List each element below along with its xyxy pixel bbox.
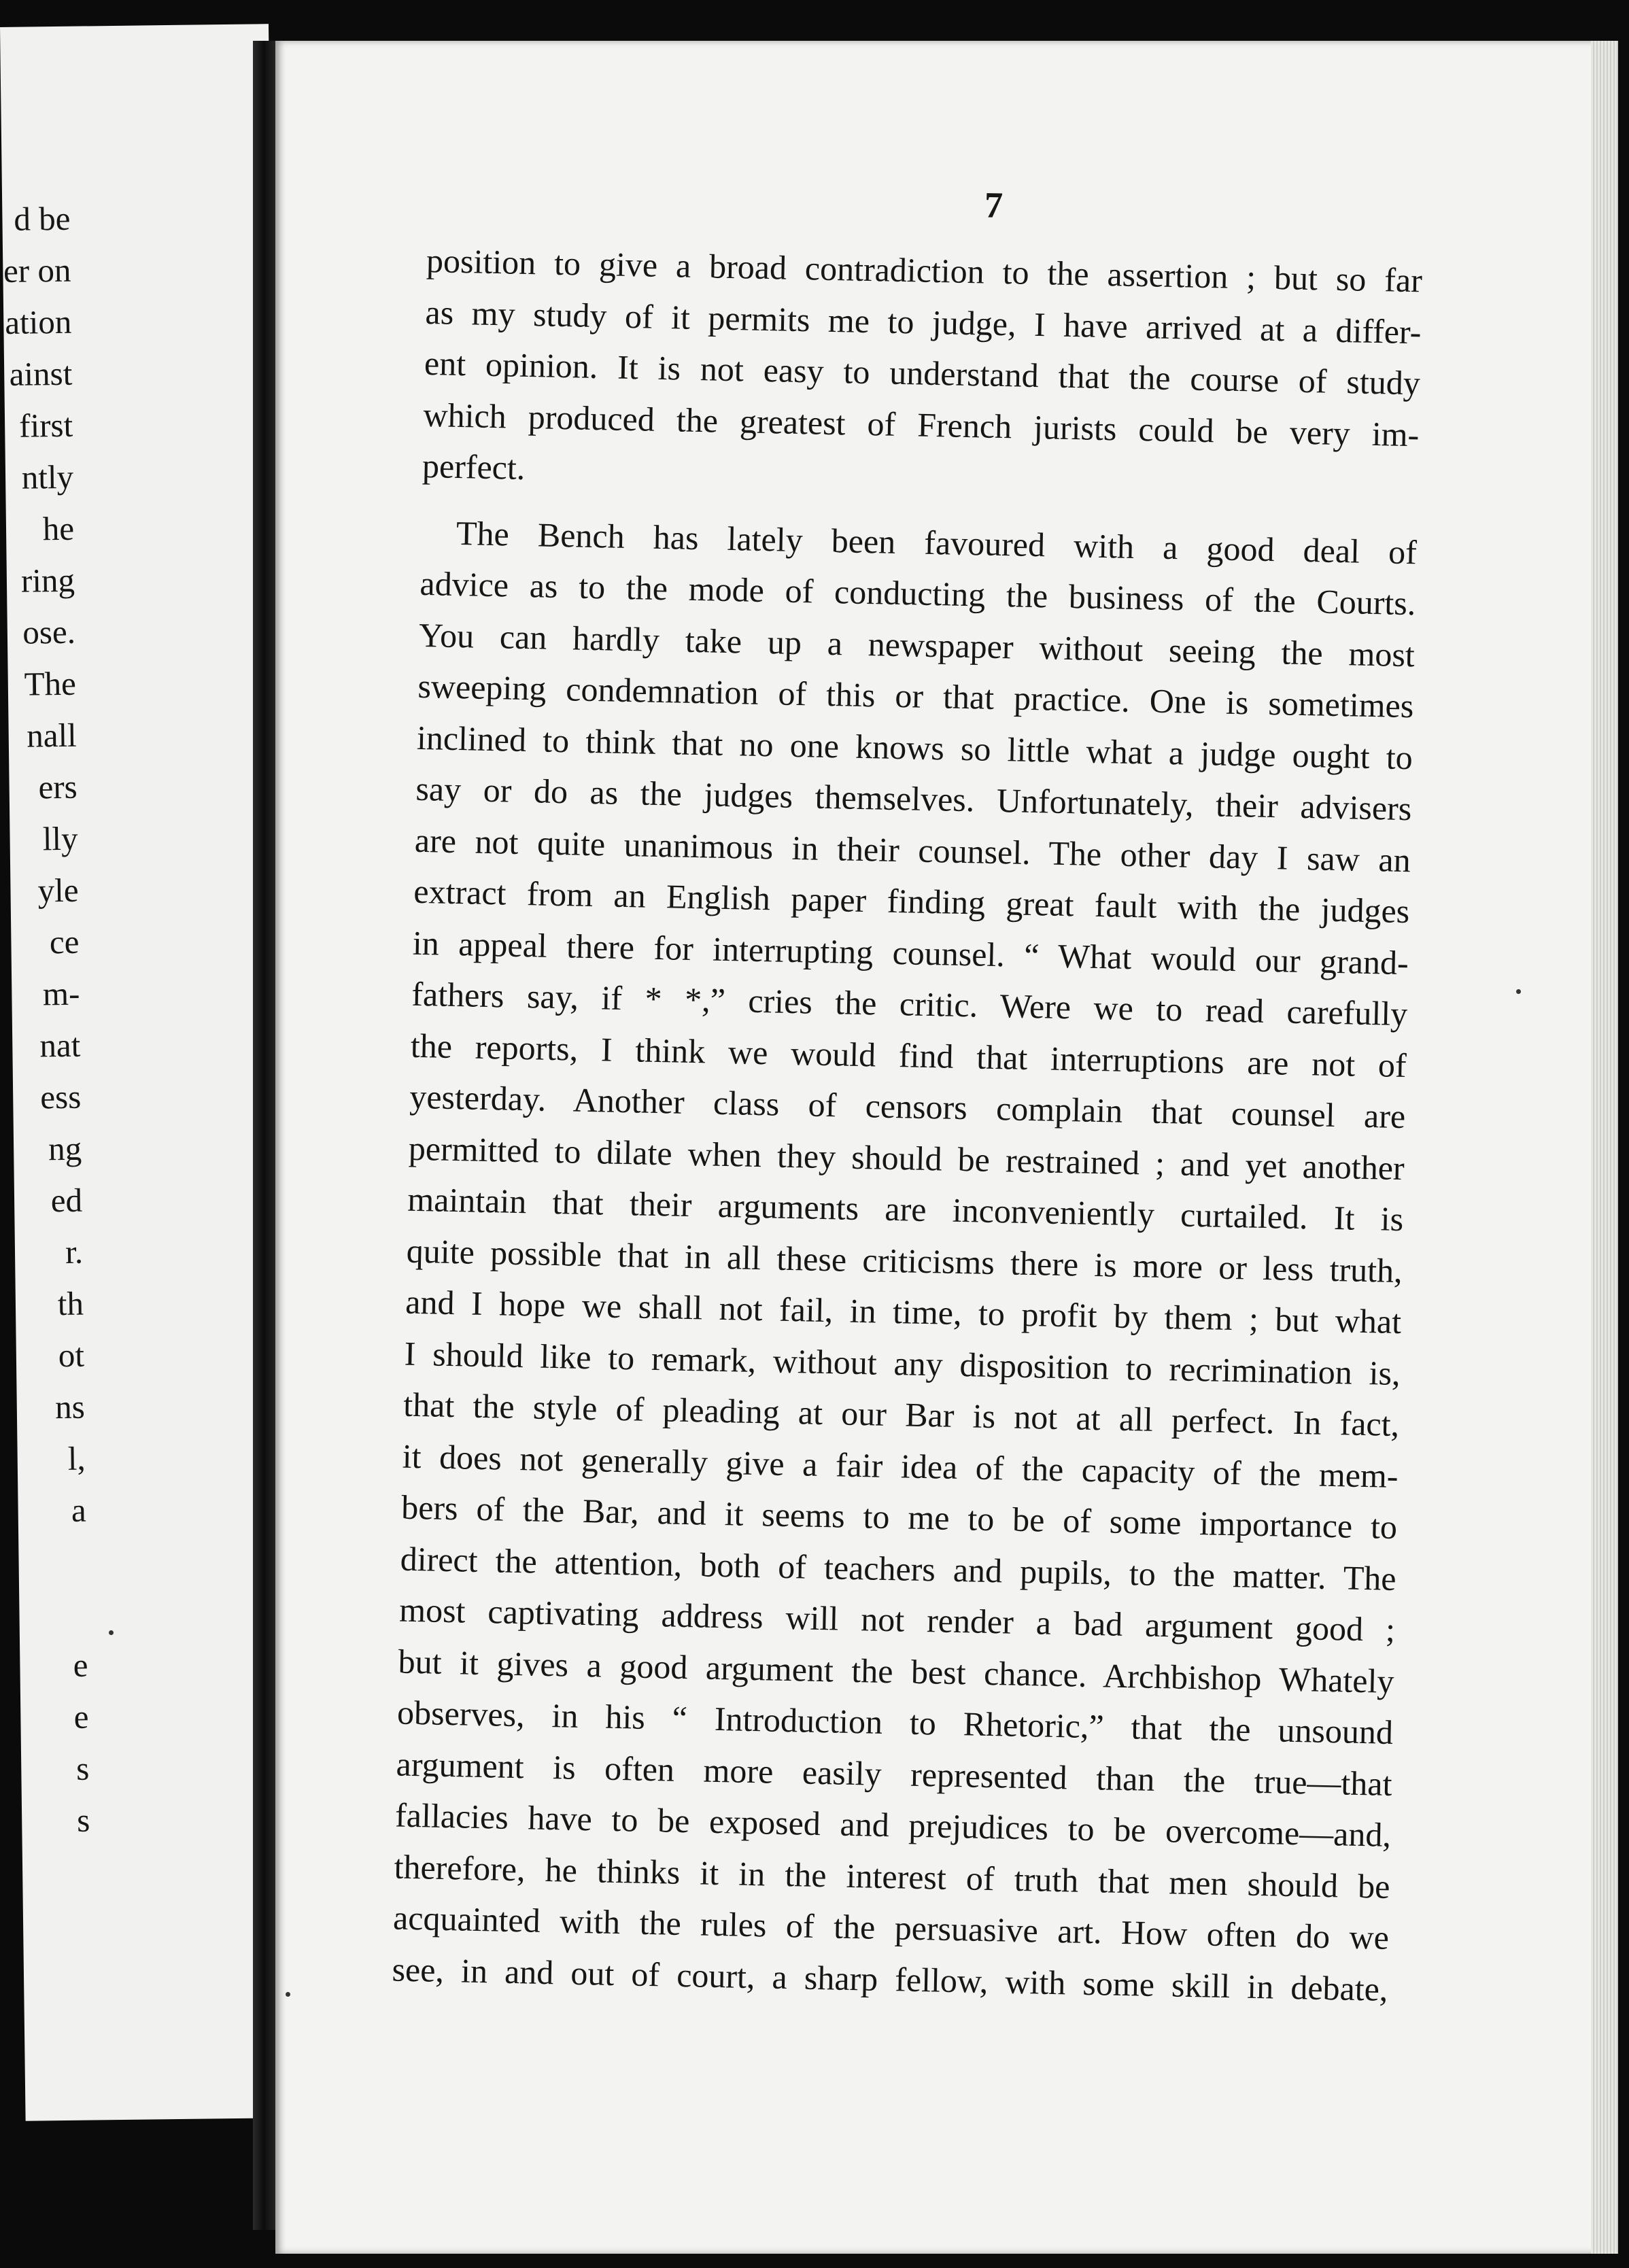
text-line: permitted to dilate when they should be restrained ; and yet another — [408, 1129, 1405, 1187]
left-page-fragment: r. — [65, 1233, 84, 1271]
text-line: which produced the greatest of French jurists could be very im- — [423, 395, 1420, 453]
page-body — [392, 163, 1424, 2015]
left-page-fragment: er on — [3, 251, 71, 290]
left-page-fragment: s — [75, 1749, 90, 1787]
text-line: quite possible that in all these criticisms there is more or less truth, — [406, 1231, 1403, 1290]
text-line: say or do as the judges themselves. Unfortunately, their advisers — [415, 769, 1412, 828]
left-page-fragment: ess — [40, 1078, 82, 1116]
left-page-fragment: The — [24, 664, 77, 703]
text-line: but it gives a good argument the best chance. Archbishop Whately — [398, 1642, 1395, 1700]
left-page-fragment: m- — [42, 974, 80, 1013]
left-page-fragment: ainst — [9, 354, 73, 393]
text-line: maintain that their arguments are inconveniently curtailed. It is — [407, 1180, 1404, 1239]
speck — [1516, 989, 1521, 994]
speck — [286, 1992, 290, 1997]
left-page-fragment: ng — [48, 1129, 82, 1168]
text-line: acquainted with the rules of the persuasive art. How often do we — [392, 1898, 1390, 1957]
text-line: position to give a broad contradiction to the assertion ; but so far — [426, 241, 1423, 300]
left-page-fragment: ose. — [22, 613, 76, 651]
text-line: therefore, he thinks it in the interest of truth that men should be — [394, 1847, 1390, 1906]
left-page-fragment: e — [73, 1646, 88, 1684]
left-page-fragment: lly — [42, 819, 78, 858]
text-block — [392, 235, 1423, 2015]
text-line: argument is often more easily represented than the true—that — [396, 1745, 1393, 1803]
text-line: that the style of pleading at our Bar is not at all perfect. In fact, — [402, 1385, 1400, 1444]
text-line: fathers say, if * *,” cries the critic. Were we to read carefully — [411, 974, 1408, 1033]
text-line: advice as to the mode of conducting the business of the Courts. — [419, 564, 1416, 623]
text-line: as my study of it permits me to judge, I have arrived at a differ- — [425, 292, 1422, 351]
left-page-fragment: nat — [39, 1026, 81, 1065]
left-page-text-fragments — [2, 190, 291, 1847]
left-page-fragment: ns — [54, 1388, 86, 1426]
page-edge — [1591, 41, 1618, 2254]
left-page-fragment: ot — [58, 1336, 85, 1375]
text-line: direct the attention, both of teachers and pupils, to the matter. The — [400, 1539, 1397, 1598]
text-line: in appeal there for interrupting counsel. “ What would our grand- — [412, 923, 1409, 982]
left-page-fragment: s — [76, 1801, 90, 1839]
left-page-fragment: yle — [37, 871, 79, 910]
text-line: yesterday. Another class of censors complain that counsel are — [409, 1077, 1406, 1136]
text-line: ent opinion. It is not easy to understand that the course of study — [424, 343, 1421, 402]
right-page — [275, 41, 1618, 2254]
page-number: 7 — [984, 184, 1004, 226]
text-line: observes, in his “ Introduction to Rhetoric,” that the unsound — [396, 1693, 1394, 1751]
text-line: I should like to remark, without any disposition to recrimination is, — [404, 1334, 1401, 1392]
text-line: The Bench has lately been favoured with a good deal of — [456, 513, 1418, 571]
left-page-fragment: ntly — [21, 458, 74, 496]
text-line: see, in and out of court, a sharp fellow, with some skill in debate, — [392, 1949, 1388, 2008]
text-line: You can hardly take up a newspaper without seeing the most — [418, 615, 1416, 674]
left-page-fragment: th — [57, 1284, 84, 1323]
left-page-fragment: ring — [20, 561, 75, 600]
text-line: and I hope we shall not fail, in time, to profit by them ; but what — [405, 1282, 1402, 1341]
text-line: extract from an English paper finding great fault with the judges — [413, 872, 1410, 931]
text-line: perfect. — [422, 446, 526, 487]
text-line: it does not generally give a fair idea of the capacity of the mem- — [402, 1437, 1399, 1495]
left-page-fragment: he — [42, 509, 75, 548]
text-line: fallacies have to be exposed and prejudices to be overcome—and, — [394, 1796, 1392, 1854]
left-page — [0, 24, 294, 2121]
left-page-fragment: d be — [14, 199, 71, 238]
left-page-fragment: e — [73, 1698, 89, 1736]
text-line: most captivating address will not render a bad argument good ; — [398, 1590, 1396, 1649]
left-page-fragment: ers — [38, 768, 78, 806]
text-line: are not quite unanimous in their counsel. The other day I saw an — [414, 821, 1411, 879]
left-page-fragment: ed — [50, 1181, 83, 1220]
left-page-fragment: nall — [26, 716, 78, 755]
left-page-fragment: ation — [4, 303, 72, 341]
text-line: the reports, I think we would find that interruptions are not of — [410, 1026, 1407, 1084]
left-page-fragment: ce — [49, 923, 80, 961]
speck — [109, 1630, 114, 1635]
text-line: bers of the Bar, and it seems to me to be of some importance to — [400, 1488, 1398, 1546]
left-page-fragment: first — [18, 406, 73, 445]
left-page-fragment: a — [71, 1491, 86, 1529]
left-page-fragment: l, — [67, 1439, 86, 1477]
text-line: sweeping condemnation of this or that practice. One is sometimes — [417, 666, 1414, 725]
text-line: inclined to think that no one knows so little what a judge ought to — [416, 718, 1413, 776]
